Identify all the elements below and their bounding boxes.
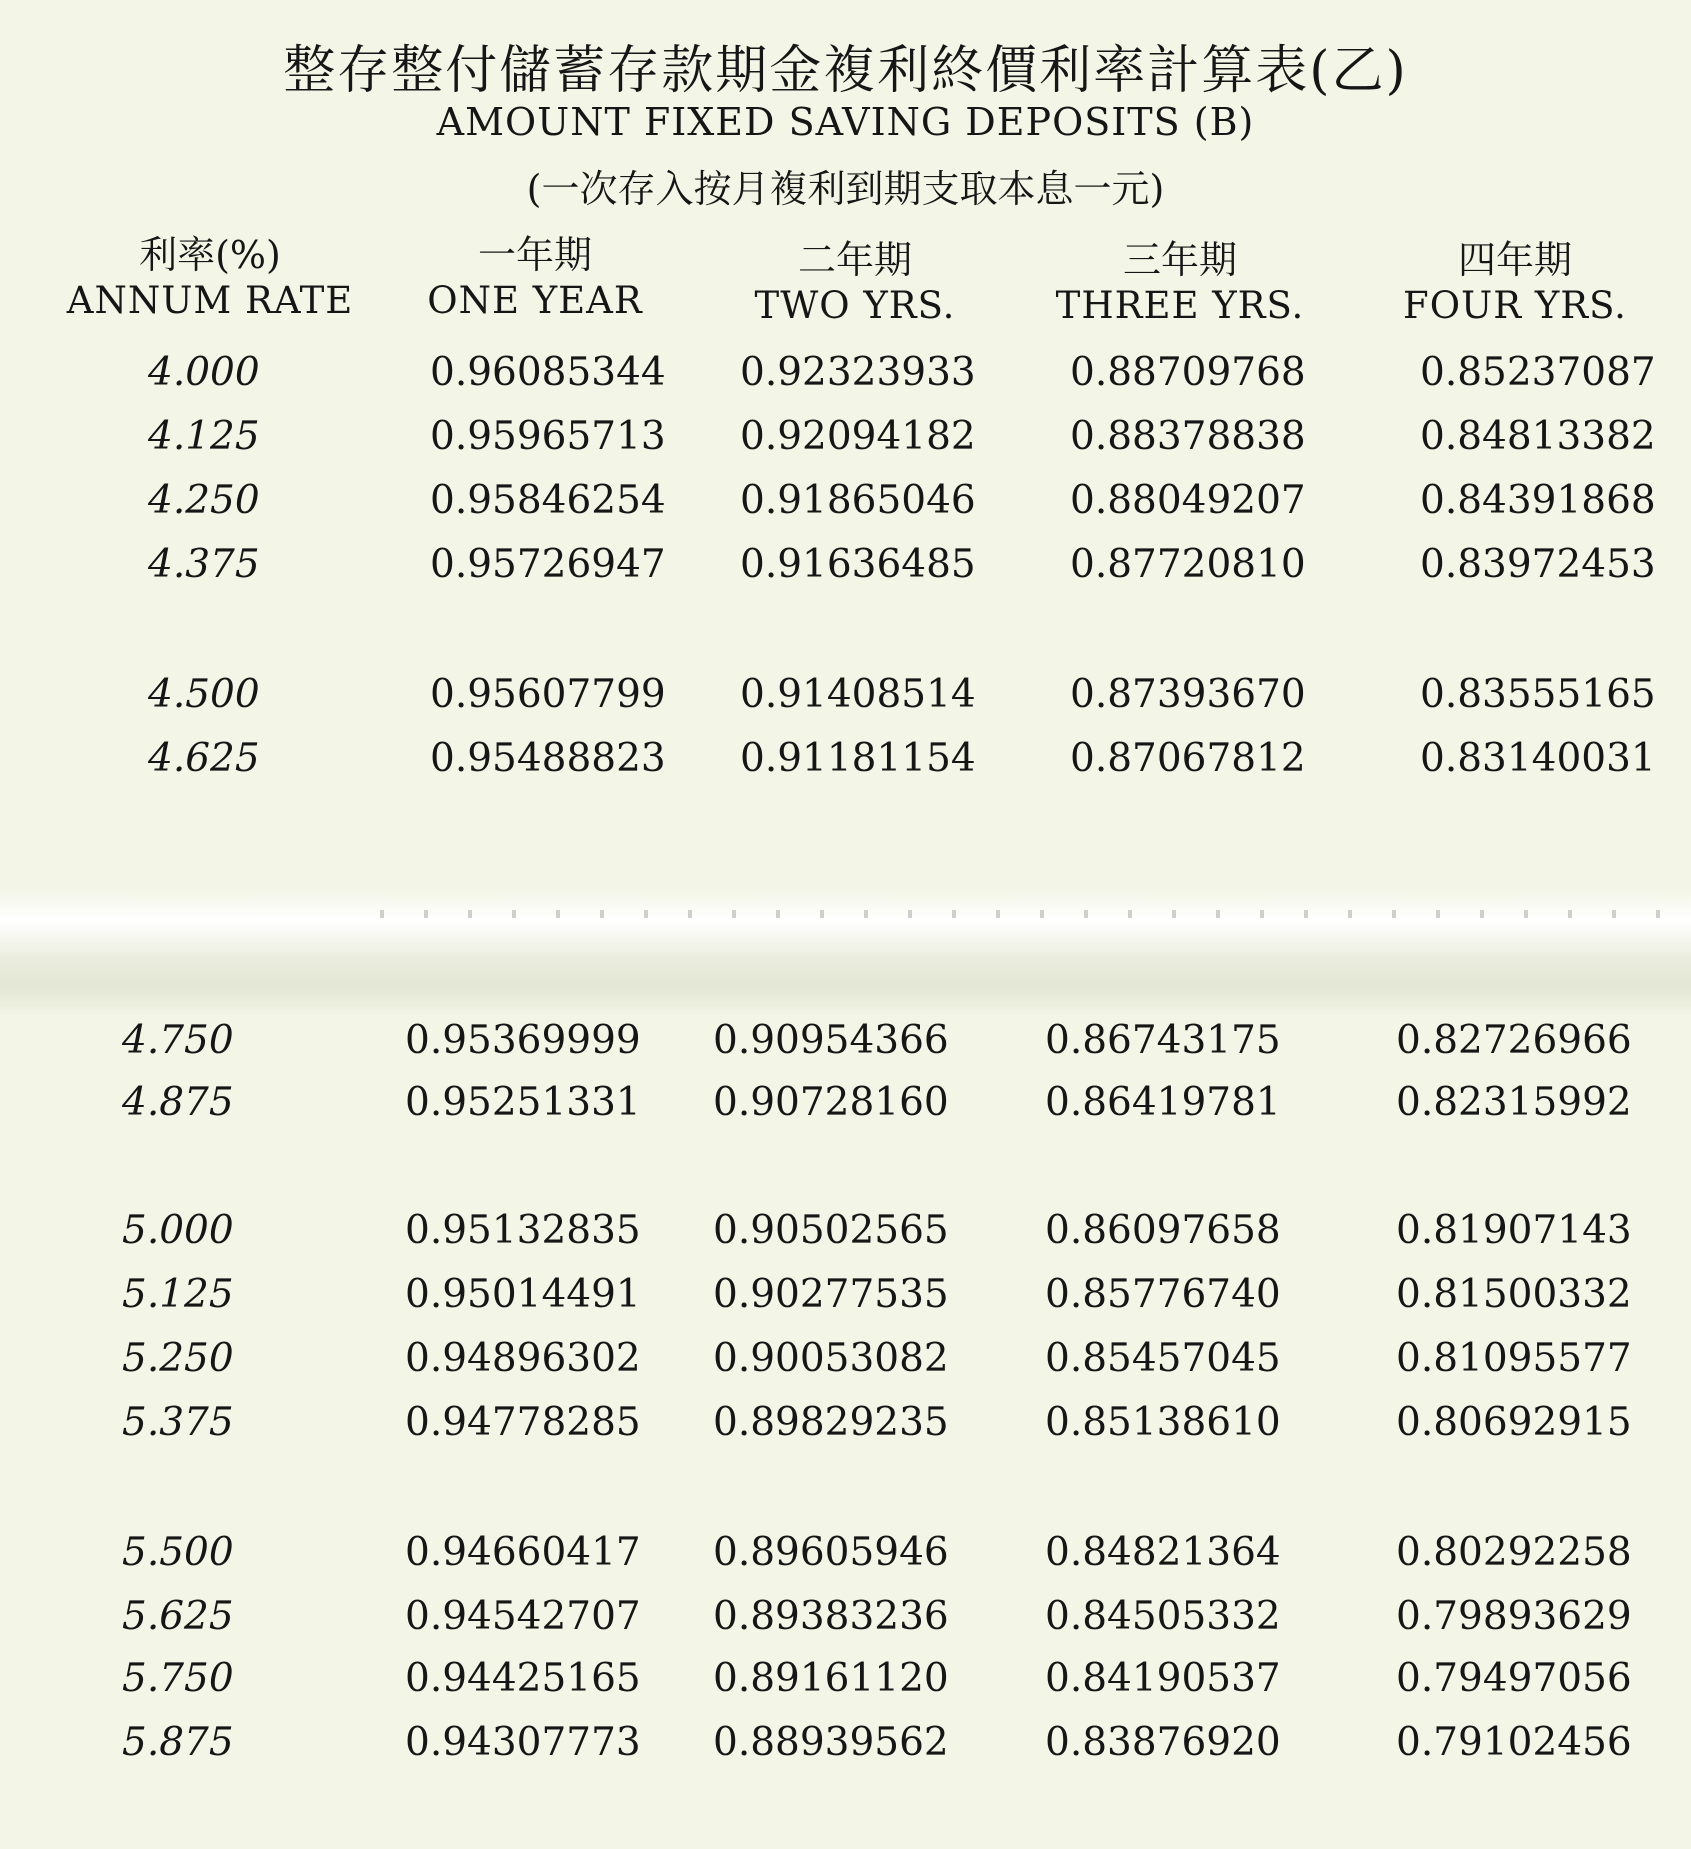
table-row [0,1594,1691,1648]
three-yrs-cell: 0.88378838 [1070,414,1306,459]
two-yrs-cell: 0.90277535 [713,1272,949,1317]
one-year-cell: 0.94307773 [405,1720,641,1765]
table-row [0,1336,1691,1390]
four-yrs-cell: 0.81500332 [1396,1272,1632,1317]
four-yrs-cell: 0.81095577 [1396,1336,1632,1381]
table-row [0,1018,1691,1072]
header-two-yrs [690,237,1020,329]
two-yrs-cell: 0.92094182 [740,414,976,459]
four-yrs-cell: 0.82315992 [1396,1080,1632,1125]
rate-cell: 5.625 [122,1594,234,1639]
table-row [0,478,1691,532]
three-yrs-cell: 0.88049207 [1070,478,1306,523]
header-one-year-en: ONE YEAR [427,279,643,322]
table-row [0,1656,1691,1710]
three-yrs-cell: 0.86743175 [1045,1018,1281,1063]
table-row [0,1530,1691,1584]
one-year-cell: 0.96085344 [430,350,666,395]
one-year-cell: 0.94660417 [405,1530,641,1575]
header-two-yrs-en: TWO YRS. [754,284,956,327]
header-two-yrs-zh: 二年期 [797,238,912,282]
rate-cell: 5.000 [122,1208,234,1253]
three-yrs-cell: 0.85138610 [1045,1400,1281,1445]
table-row [0,350,1691,404]
two-yrs-cell: 0.90053082 [713,1336,949,1381]
two-yrs-cell: 0.88939562 [713,1720,949,1765]
two-yrs-cell: 0.89161120 [713,1656,949,1701]
title-chinese: 整存整付儲蓄存款期金複利終價利率計算表(乙) [283,41,1408,101]
rate-cell: 4.250 [148,478,260,523]
four-yrs-cell: 0.85237087 [1420,350,1656,395]
one-year-cell: 0.95726947 [430,542,666,587]
header-three-yrs-en: THREE YRS. [1055,284,1305,327]
table-row [0,414,1691,468]
rate-cell: 5.500 [122,1530,234,1575]
four-yrs-cell: 0.82726966 [1396,1018,1632,1063]
three-yrs-cell: 0.87393670 [1070,672,1306,717]
one-year-cell: 0.94778285 [405,1400,641,1445]
three-yrs-cell: 0.85457045 [1045,1336,1281,1381]
three-yrs-cell: 0.86419781 [1045,1080,1281,1125]
four-yrs-cell: 0.83555165 [1420,672,1656,717]
page-fold [0,888,1691,1018]
table-row [0,1208,1691,1262]
one-year-cell: 0.95251331 [405,1080,641,1125]
header-rate-en: ANNUM RATE [66,279,354,322]
four-yrs-cell: 0.83972453 [1420,542,1656,587]
two-yrs-cell: 0.89383236 [713,1594,949,1639]
two-yrs-cell: 0.92323933 [740,350,976,395]
rate-cell: 4.125 [148,414,260,459]
four-yrs-cell: 0.79893629 [1396,1594,1632,1639]
two-yrs-cell: 0.90502565 [713,1208,949,1253]
rate-cell: 4.750 [122,1018,234,1063]
two-yrs-cell: 0.90954366 [713,1018,949,1063]
four-yrs-cell: 0.79102456 [1396,1720,1632,1765]
four-yrs-cell: 0.81907143 [1396,1208,1632,1253]
two-yrs-cell: 0.89829235 [713,1400,949,1445]
subtitle-chinese: (一次存入按月複利到期支取本息一元) [526,167,1165,211]
four-yrs-cell: 0.83140031 [1420,736,1656,781]
header-four-yrs [1350,237,1680,329]
three-yrs-cell: 0.86097658 [1045,1208,1281,1253]
header-one-year-zh: 一年期 [477,233,592,277]
three-yrs-cell: 0.87720810 [1070,542,1306,587]
header-annum-rate [50,232,370,324]
rate-cell: 4.625 [148,736,260,781]
rate-cell: 5.375 [122,1400,234,1445]
one-year-cell: 0.95369999 [405,1018,641,1063]
table-row [0,542,1691,596]
two-yrs-cell: 0.91636485 [740,542,976,587]
header-three-yrs-zh: 三年期 [1122,238,1237,282]
four-yrs-cell: 0.84813382 [1420,414,1656,459]
table-row [0,1080,1691,1134]
four-yrs-cell: 0.79497056 [1396,1656,1632,1701]
rate-cell: 4.375 [148,542,260,587]
one-year-cell: 0.95132835 [405,1208,641,1253]
rate-cell: 5.125 [122,1272,234,1317]
two-yrs-cell: 0.90728160 [713,1080,949,1125]
one-year-cell: 0.95846254 [430,478,666,523]
three-yrs-cell: 0.83876920 [1045,1720,1281,1765]
three-yrs-cell: 0.85776740 [1045,1272,1281,1317]
rate-cell: 5.875 [122,1720,234,1765]
three-yrs-cell: 0.88709768 [1070,350,1306,395]
title-english: AMOUNT FIXED SAVING DEPOSITS (B) [436,100,1255,144]
fold-perforation [380,910,1680,918]
header-four-yrs-en: FOUR YRS. [1403,284,1627,327]
one-year-cell: 0.95488823 [430,736,666,781]
three-yrs-cell: 0.84505332 [1045,1594,1281,1639]
table-row [0,1720,1691,1774]
header-rate-zh: 利率(%) [139,233,281,277]
three-yrs-cell: 0.87067812 [1070,736,1306,781]
two-yrs-cell: 0.91865046 [740,478,976,523]
one-year-cell: 0.94542707 [405,1594,641,1639]
one-year-cell: 0.95014491 [405,1272,641,1317]
table-row [0,1400,1691,1454]
four-yrs-cell: 0.84391868 [1420,478,1656,523]
rate-cell: 4.875 [122,1080,234,1125]
rate-cell: 4.500 [148,672,260,717]
rate-cell: 4.000 [148,350,260,395]
one-year-cell: 0.94425165 [405,1656,641,1701]
four-yrs-cell: 0.80692915 [1396,1400,1632,1445]
four-yrs-cell: 0.80292258 [1396,1530,1632,1575]
one-year-cell: 0.95607799 [430,672,666,717]
three-yrs-cell: 0.84821364 [1045,1530,1281,1575]
table-row [0,672,1691,726]
rate-cell: 5.750 [122,1656,234,1701]
two-yrs-cell: 0.91181154 [740,736,976,781]
header-one-year [370,232,700,324]
two-yrs-cell: 0.91408514 [740,672,976,717]
one-year-cell: 0.95965713 [430,414,666,459]
rate-cell: 5.250 [122,1336,234,1381]
two-yrs-cell: 0.89605946 [713,1530,949,1575]
header-three-yrs [1015,237,1345,329]
one-year-cell: 0.94896302 [405,1336,641,1381]
table-row [0,1272,1691,1326]
table-row [0,736,1691,790]
header-four-yrs-zh: 四年期 [1457,238,1572,282]
three-yrs-cell: 0.84190537 [1045,1656,1281,1701]
